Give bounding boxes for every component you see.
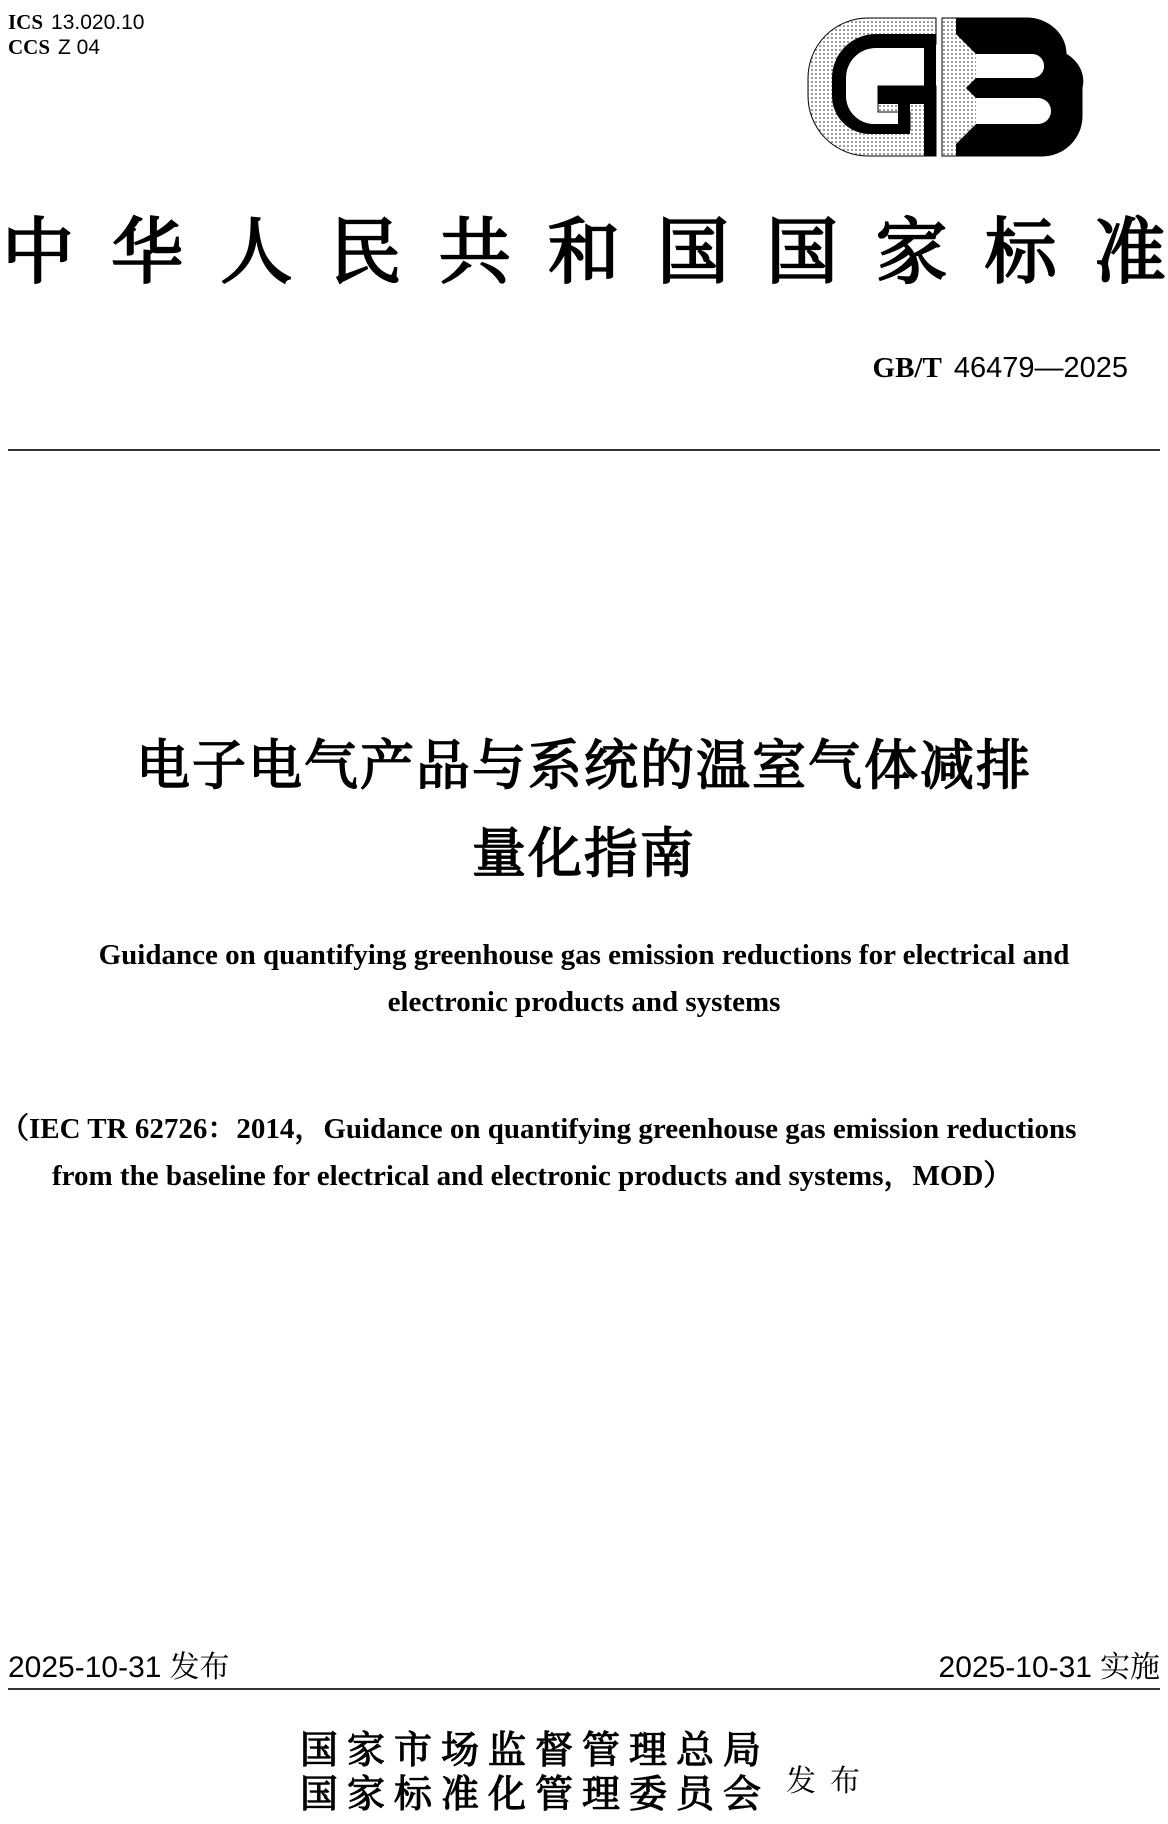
ics-label: ICS xyxy=(8,10,44,34)
issuer-samr: 国家市场监督管理总局 xyxy=(300,1727,771,1772)
banner-char: 国 xyxy=(657,209,730,294)
ccs-label: CCS xyxy=(8,35,51,59)
publish-date-label: 发布 xyxy=(169,1650,230,1685)
implement-date-label: 实施 xyxy=(1100,1650,1160,1685)
standard-code: 46479—2025 xyxy=(953,352,1128,384)
issue-action: 发布 xyxy=(786,1764,874,1799)
footer-divider xyxy=(8,1688,1160,1690)
banner-char: 人 xyxy=(220,209,293,294)
ccs-value: Z 04 xyxy=(58,36,101,59)
ics-value: 13.020.10 xyxy=(51,11,145,34)
banner-char: 民 xyxy=(329,209,402,294)
banner-char: 家 xyxy=(875,209,948,294)
classification-codes xyxy=(8,10,144,60)
iec-reference-line-2: from the baseline for electrical and electronic products and systems，MOD） xyxy=(52,1160,1013,1192)
ics-code xyxy=(8,10,144,35)
chinese-title xyxy=(0,722,1168,898)
publish-date xyxy=(8,1642,229,1686)
header-divider xyxy=(8,449,1160,451)
issuer-sac: 国家标准化管理委员会 xyxy=(300,1771,771,1816)
iec-reference-line-1: （IEC TR 62726：2014，Guidance on quantifying greenhouse gas emission reductions xyxy=(0,1113,1077,1145)
banner-char: 国 xyxy=(766,209,839,294)
national-standard-banner xyxy=(0,209,1168,294)
banner-char: 准 xyxy=(1093,209,1166,294)
english-title-line-1: Guidance on quantifying greenhouse gas emission reductions for electrical and xyxy=(98,939,1070,971)
publish-date-value: 2025-10-31 xyxy=(8,1651,162,1684)
chinese-title-line-1: 电子电气产品与系统的温室气体减排 xyxy=(136,734,1032,797)
issuing-authorities xyxy=(300,1728,770,1816)
gb-logo-icon xyxy=(806,16,1086,158)
banner-char: 华 xyxy=(111,209,184,294)
standard-number xyxy=(873,350,1128,385)
banner-char: 中 xyxy=(1,209,74,294)
implement-date-value: 2025-10-31 xyxy=(938,1651,1092,1684)
iec-reference xyxy=(0,1106,1168,1200)
banner-char: 标 xyxy=(984,209,1057,294)
banner-char: 共 xyxy=(438,209,511,294)
standard-prefix: GB/T xyxy=(872,352,942,384)
banner-char: 和 xyxy=(547,209,620,294)
english-title-line-2: electronic products and systems xyxy=(387,986,781,1018)
chinese-title-line-2: 量化指南 xyxy=(472,822,696,885)
english-title xyxy=(20,932,1148,1026)
implement-date xyxy=(939,1642,1160,1686)
ccs-code xyxy=(8,35,144,60)
